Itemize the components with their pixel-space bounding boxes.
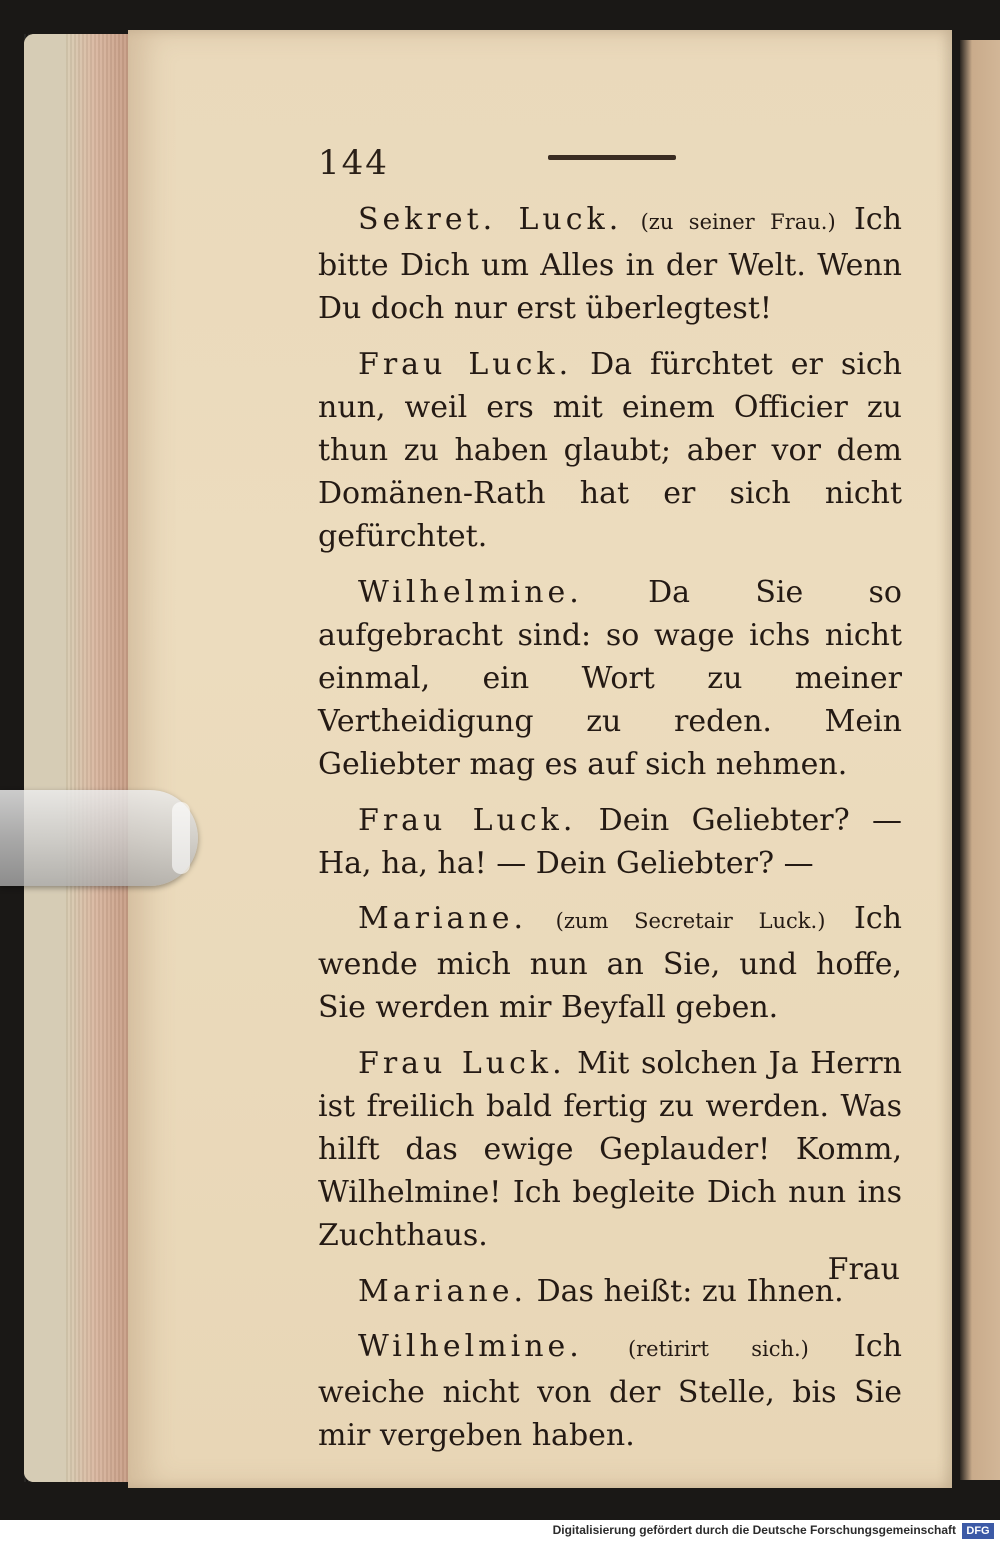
header-rule [548, 155, 676, 160]
paragraph [318, 343, 902, 559]
funding-credit: Digitalisierung gefördert durch die Deutsche Forschungsgemeinschaft [552, 1523, 956, 1537]
speaker-name: Mariane. [358, 901, 528, 937]
paragraph [318, 799, 902, 885]
speaker-name: Frau Luck. [358, 1045, 566, 1081]
digitization-footer [0, 1520, 1000, 1543]
paragraph [318, 897, 902, 1030]
paragraph [318, 1325, 902, 1458]
speaker-name: Wilhelmine. [358, 1328, 583, 1364]
dialogue-text: Da fürchtet er sich nun, weil ers mit einem Officier zu thun zu haben glaubt; aber vor dem Domänen-Rath hat er sich nicht gefürchtet. [318, 346, 902, 555]
dialogue-text: Das heißt: zu Ihnen. [536, 1273, 844, 1309]
catchword: Frau [827, 1252, 900, 1287]
facing-page-edge [960, 40, 1000, 1480]
dfg-logo: DFG [962, 1523, 994, 1539]
paragraph [318, 571, 902, 787]
speaker-name: Sekret. Luck. [358, 202, 623, 237]
page-number: 144 [318, 143, 389, 183]
page-text [318, 198, 902, 1469]
speaker-name: Wilhelmine. [358, 574, 583, 610]
paragraph [318, 1042, 902, 1258]
book-clip [0, 790, 198, 886]
dialogue-text: Dein Geliebter? — Ha, ha, ha! — Dein Geliebter? — [318, 802, 902, 881]
speaker-name: Frau Luck. [358, 346, 573, 382]
speaker-name: Mariane. [358, 1273, 528, 1309]
dialogue-text: Ich bitte Dich um Alles in der Welt. Wenn Du doch nur erst überlegtest! [318, 202, 902, 327]
paragraph [318, 198, 902, 331]
stage-direction: (zum Secretair Luck.) [555, 909, 826, 934]
dialogue-text: Da Sie so aufgebracht sind: so wage ichs nicht einmal, ein Wort zu meiner Vertheidigung zu reden. Mein Geliebter mag es auf sich nehmen. [318, 574, 902, 783]
stage-direction: (retirirt sich.) [627, 1336, 809, 1361]
book-fore-edge-pale [24, 34, 66, 1482]
stage-direction: (zu seiner Frau.) [640, 210, 836, 234]
dialogue-text: Mit solchen Ja Herrn ist freilich bald fertig zu werden. Was hilft das ewige Geplauder! Komm, Wilhelmine! Ich begleite Dich nun ins Zuchthaus. [318, 1045, 902, 1254]
dialogue-text: Ich weiche nicht von der Stelle, bis Sie mir vergeben haben. [318, 1328, 902, 1454]
dialogue-text: Ich wende mich nun an Sie, und hoffe, Sie werden mir Beyfall geben. [318, 901, 902, 1026]
paragraph [318, 1270, 902, 1313]
speaker-name: Frau Luck. [358, 802, 577, 838]
